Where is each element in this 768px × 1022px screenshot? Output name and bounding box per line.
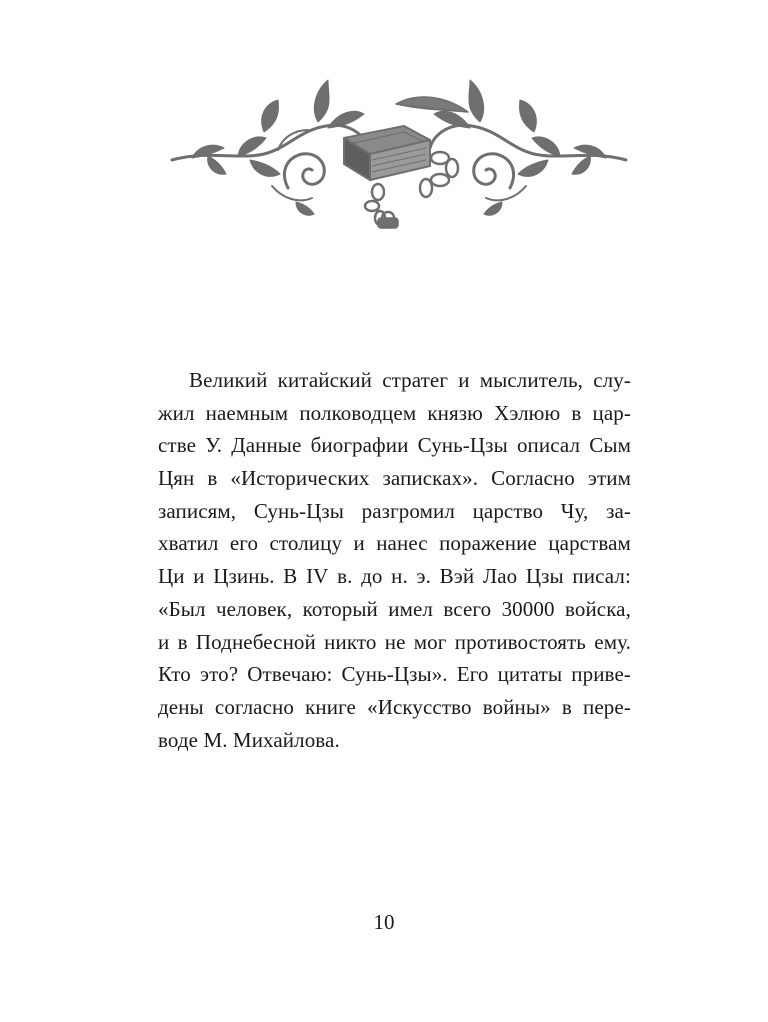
paragraph-word: ему. [594,629,631,654]
paragraph-word: царство [472,498,544,523]
paragraph-word: приве- [571,662,631,687]
paragraph-word: за- [606,498,631,523]
paragraph-word: цитаты [497,662,563,687]
paragraph-word: Цзы [525,564,564,589]
paragraph-word: писал: [572,564,631,589]
paragraph-word: Великий [189,368,268,392]
paragraph-word: описал [516,433,581,458]
paragraph-word: Сунь-Цзы». [341,662,448,687]
paragraph-word: 30000 [501,596,555,621]
paragraph-word: Михайлова. [232,727,340,752]
paragraph-line [158,560,631,593]
paragraph-word: «Был [158,596,206,621]
paragraph-word: китайский [277,368,372,392]
paragraph-line [158,527,631,560]
paragraph-word: до [361,564,383,589]
paragraph-word: человек, [215,596,293,621]
paragraph-word: М. [203,727,228,752]
paragraph-word: согласно [214,694,294,719]
paragraph-line [158,658,631,691]
paragraph-word: цар- [592,400,631,425]
paragraph-word: царствам [548,531,631,556]
paragraph-word: противостоять [454,629,586,654]
paragraph-word: жил [158,400,195,425]
paragraph-word: воде [158,727,199,752]
paragraph-word: Чу, [560,498,589,523]
paragraph-word: в [561,694,572,719]
paragraph-word: «Исторических [230,466,370,491]
main-paragraph [158,364,631,756]
paragraph-word: Цян [158,466,195,491]
paragraph-word: в [177,629,188,654]
paragraph-word: никто [324,629,377,654]
paragraph-word: Лао [482,564,518,589]
paragraph-line [158,724,631,757]
paragraph-word: дены [158,694,204,719]
paragraph-word: и [353,531,365,556]
book-and-chain-ornament-icon [168,68,630,230]
paragraph-word: Ци [158,564,185,589]
paragraph-word: Сым [589,433,631,458]
paragraph-word: IV [306,564,329,589]
page-number: 10 [373,910,395,934]
paragraph-word: и [193,564,205,589]
paragraph-word: Кто [158,662,191,687]
paragraph-word: биографии [310,433,409,458]
paragraph-word: полководцем [299,400,417,425]
paragraph-word: это? [200,662,239,687]
paragraph-word: записям, [158,498,237,523]
paragraph-word: В [283,564,298,589]
paragraph-word: войны» [482,694,551,719]
paragraph-word: всего [443,596,492,621]
paragraph-word: в. [337,564,353,589]
paragraph-line [158,364,631,397]
paragraph-word: стве [158,433,197,458]
paragraph-word: «Искусство [367,694,472,719]
paragraph-line [158,462,631,495]
paragraph-word: пере- [583,694,631,719]
paragraph-line [158,397,631,430]
paragraph-word: Цзинь. [213,564,275,589]
paragraph-word: войска, [564,596,631,621]
paragraph-word: стратег [382,368,449,392]
paragraph-word: и [458,368,470,392]
paragraph-word: столицу [269,531,343,556]
paragraph-word: в [207,466,218,491]
paragraph-word: князю [427,400,483,425]
paragraph-word: который [302,596,378,621]
paragraph-word: хватил [158,531,219,556]
paragraph-word: записках». [382,466,479,491]
paragraph-word: поражение [439,531,537,556]
paragraph-line [158,495,631,528]
paragraph-word: имел [388,596,434,621]
paragraph-word: не [384,629,406,654]
paragraph-word: мог [413,629,447,654]
paragraph-word: слу- [593,368,631,392]
paragraph-word: Хэлюю [494,400,561,425]
paragraph-word: Отвечаю: [247,662,333,687]
paragraph-word: Сунь-Цзы [253,498,344,523]
paragraph-word: Вэй [439,564,475,589]
paragraph-word: разгромил [361,498,455,523]
paragraph-word: Данные [231,433,302,458]
paragraph-word: Его [456,662,489,687]
paragraph-line [158,429,631,462]
paragraph-word: Сунь-Цзы [417,433,508,458]
paragraph-word: Согласно [491,466,575,491]
paragraph-word: э. [416,564,431,589]
paragraph-word: Поднебесной [195,629,316,654]
paragraph-word: в [571,400,582,425]
paragraph-word: этим [587,466,631,491]
paragraph-word: У. [205,433,223,458]
paragraph-word: и [158,629,170,654]
paragraph-line [158,626,631,659]
paragraph-word: нанес [376,531,428,556]
paragraph-line [158,593,631,626]
paragraph-line [158,691,631,724]
paragraph-word: книге [305,694,356,719]
paragraph-word: мыслитель, [479,368,584,392]
paragraph-word: наемным [205,400,289,425]
paragraph-word: его [229,531,259,556]
paragraph-word: н. [391,564,408,589]
